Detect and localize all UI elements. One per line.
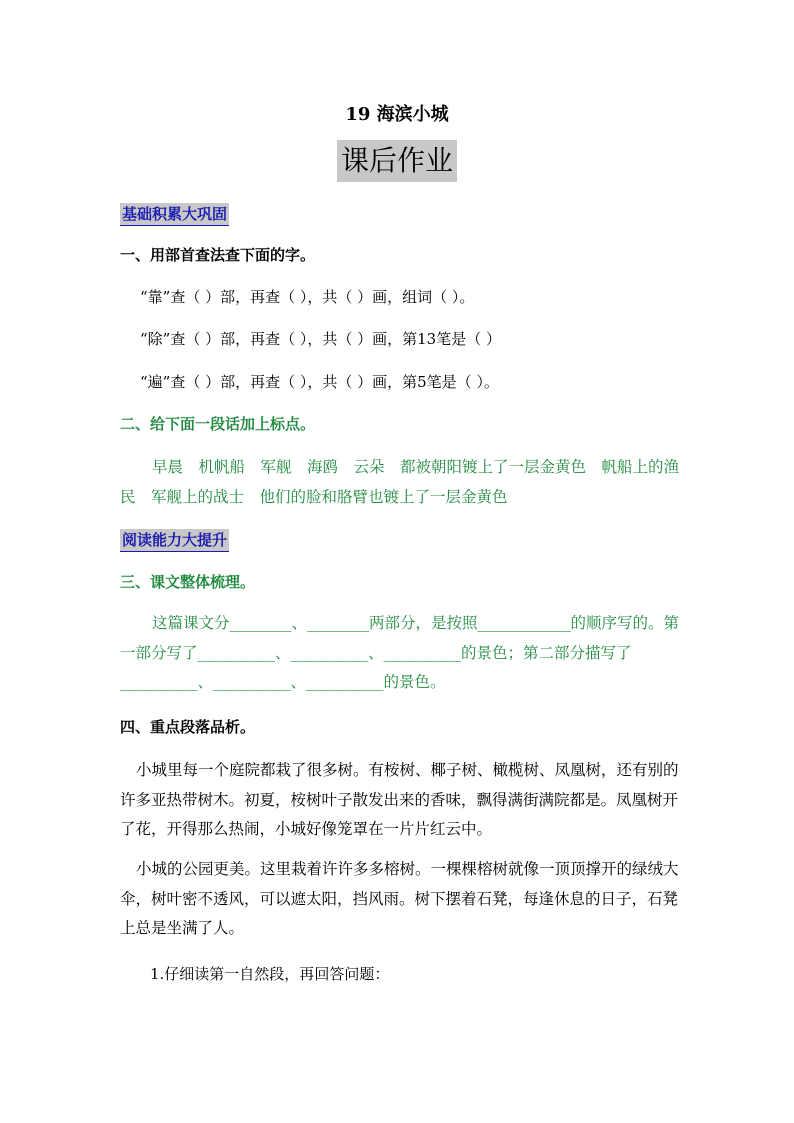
q1-heading: 一、用部首查法查下面的字。 [120,246,316,264]
section-tag-basic: 基础积累大巩固 [120,203,229,226]
q1-line-1: “靠”查（ ）部，再查（ ），共（ ）画，组词（ ）。 [140,288,475,306]
q2-paragraph: 早晨 机帆船 军舰 海鸥 云朵 都被朝阳镀上了一层金黄色 帆船上的渔民 军舰上的战士 他们的脸和胳臂也镀上了一层金黄色 [120,458,680,506]
q4-passage-2: 小城的公园更美。这里栽着许许多多榕树。一棵棵榕树就像一顶顶撑开的绿绒大伞，树叶密不透风，可以遮太阳，挡风雨。树下摆着石凳，每逢休息的日子，石凳上总是坐满了人。 [120,860,679,937]
lesson-title: 19 海滨小城 [345,104,449,125]
q3-heading: 三、课文整体梳理。 [120,573,256,591]
q4-subquestion-1: 1.仔细读第一自然段，再回答问题： [150,965,390,983]
section-tag-reading: 阅读能力大提升 [120,529,229,552]
subtitle-homework: 课后作业 [337,140,457,182]
q4-heading: 四、重点段落品析。 [120,718,256,736]
q3-paragraph: 这篇课文分________、________两部分，是按照____________的顺序写的。第一部分写了__________、__________、__________的景色；第二部分描写了__________、__________、__________的景色。 [120,614,680,691]
q1-line-3: “遍”查（ ）部，再查（ ），共（ ）画，第5笔是（ ）。 [140,373,499,391]
subtitle-wrap [0,140,794,182]
q2-heading: 二、给下面一段话加上标点。 [120,415,316,433]
q4-passage-1: 小城里每一个庭院都栽了很多树。有桉树、椰子树、橄榄树、凤凰树，还有别的许多亚热带树木。初夏，桉树叶子散发出来的香味，飘得满街满院都是。凤凰树开了花，开得那么热闹，小城好像笼罩在一片片红云中。 [120,761,679,838]
q1-line-2: “除”查（ ）部，再查（ ），共（ ）画，第13笔是（ ） [140,330,501,348]
